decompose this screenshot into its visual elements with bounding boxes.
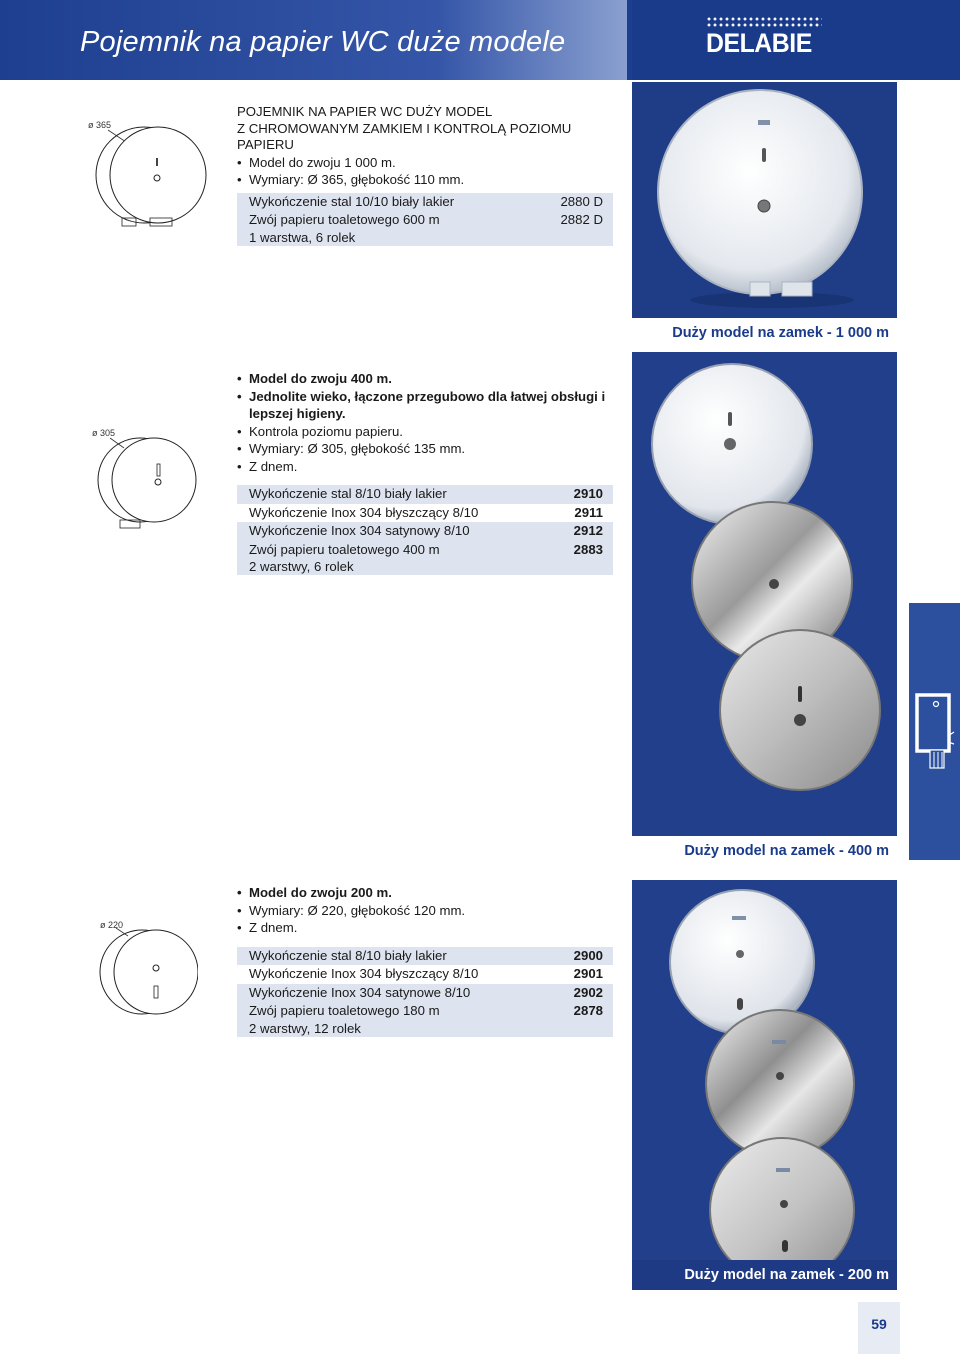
- page-number: 59: [871, 1316, 887, 1332]
- caption-product-2: Duży model na zamek - 400 m: [632, 836, 897, 866]
- table-row: [237, 211, 613, 230]
- product-title-line: POJEMNIK NA PAPIER WC DUŻY MODEL: [237, 104, 493, 119]
- technical-drawing-305: [90, 420, 200, 535]
- row-label: Zwój papieru toaletowego 180 m: [249, 1003, 440, 1018]
- diameter-label: ø 220: [100, 920, 124, 930]
- table-row: [237, 947, 613, 966]
- product-block-400: [237, 370, 613, 575]
- page-number-box: [858, 1302, 900, 1354]
- dispenser-photo-white-large: [632, 82, 897, 320]
- caption-product-1: Duży model na zamek - 1 000 m: [632, 318, 897, 348]
- row-code: 2900: [573, 947, 603, 963]
- toilet-paper-dispenser-icon: [912, 692, 956, 772]
- technical-drawing-365: [86, 110, 226, 240]
- logo-dots: [706, 16, 822, 28]
- table-row: [237, 485, 613, 504]
- feature-item: • Z dnem.: [237, 458, 613, 476]
- row-code: 2912: [573, 523, 603, 538]
- table-row: [237, 522, 613, 541]
- row-label: Wykończenie Inox 304 błyszczący 8/10: [249, 966, 479, 981]
- row-label: Wykończenie Inox 304 satynowe 8/10: [249, 984, 471, 1000]
- page-title: Pojemnik na papier WC duże modele: [80, 26, 566, 58]
- header-title-band: [0, 0, 627, 80]
- row-code: 2901: [573, 966, 603, 981]
- dispenser-photo-stack-400: [632, 352, 897, 858]
- product-title-line: PAPIERU: [237, 137, 294, 152]
- diameter-label: ø 305: [92, 428, 116, 438]
- row-code: 2902: [573, 984, 603, 1000]
- feature-item: • Z dnem.: [237, 919, 613, 937]
- feature-item: • Model do zwoju 200 m.: [237, 884, 613, 902]
- dispenser-photo-stack-200: [632, 880, 897, 1290]
- diameter-label: ø 365: [88, 120, 112, 130]
- photo-panel-1: [632, 82, 897, 347]
- row-label: Zwój papieru toaletowego 600 m: [249, 212, 440, 227]
- row-label: Wykończenie Inox 304 błyszczący 8/10: [249, 504, 479, 520]
- table-row: [237, 541, 613, 560]
- reference-table: [237, 947, 613, 1037]
- row-code: 2910: [573, 486, 603, 501]
- row-label: Wykończenie stal 10/10 biały lakier: [249, 193, 455, 209]
- feature-item: • Wymiary: Ø 305, głębokość 135 mm.: [237, 440, 613, 458]
- photo-panel-2: [632, 352, 897, 858]
- reference-table: [237, 485, 613, 575]
- table-row: [237, 504, 613, 523]
- row-code: 2883: [573, 541, 603, 557]
- row-note: 1 warstwa, 6 rolek: [237, 230, 613, 246]
- table-row: [237, 193, 613, 212]
- row-label: Wykończenie stal 8/10 biały lakier: [249, 486, 447, 501]
- reference-table: [237, 193, 613, 246]
- feature-item: • Kontrola poziomu papieru.: [237, 423, 613, 441]
- technical-drawing-220: [98, 912, 198, 1027]
- row-code: 2878: [573, 1003, 603, 1018]
- product-block-200: [237, 884, 613, 1037]
- feature-item: • Jednolite wieko, łączone przegubowo dla łatwej obsługi i lepszej higieny.: [237, 388, 613, 423]
- photo-panel-3: [632, 880, 897, 1290]
- feature-list: [237, 154, 613, 189]
- table-row: [237, 984, 613, 1003]
- feature-item: • Wymiary: Ø 220, głębokość 120 mm.: [237, 902, 613, 920]
- row-label: Zwój papieru toaletowego 400 m: [249, 541, 440, 557]
- page-header: [0, 0, 960, 80]
- row-code: 2882 D: [560, 212, 603, 227]
- delabie-logo: [706, 16, 822, 62]
- product-title-line: Z CHROMOWANYM ZAMKIEM I KONTROLĄ POZIOMU: [237, 120, 572, 136]
- row-code: 2880 D: [560, 193, 603, 209]
- feature-item: • Wymiary: Ø 365, głębokość 110 mm.: [237, 171, 613, 189]
- brand-name: DELABIE: [706, 28, 812, 58]
- row-label: Wykończenie stal 8/10 biały lakier: [249, 947, 447, 963]
- table-row: [237, 1002, 613, 1021]
- caption-product-3: Duży model na zamek - 200 m: [632, 1260, 897, 1290]
- row-note: 2 warstwy, 12 rolek: [237, 1021, 613, 1037]
- row-label: Wykończenie Inox 304 satynowy 8/10: [249, 523, 470, 538]
- feature-item: • Model do zwoju 1 000 m.: [237, 154, 613, 172]
- product-block-1000: [237, 104, 613, 246]
- feature-list: [237, 884, 613, 937]
- row-note: 2 warstwy, 6 rolek: [237, 559, 613, 575]
- table-row: [237, 965, 613, 984]
- feature-list: [237, 370, 613, 475]
- row-code: 2911: [574, 504, 603, 520]
- feature-item: • Model do zwoju 400 m.: [237, 370, 613, 388]
